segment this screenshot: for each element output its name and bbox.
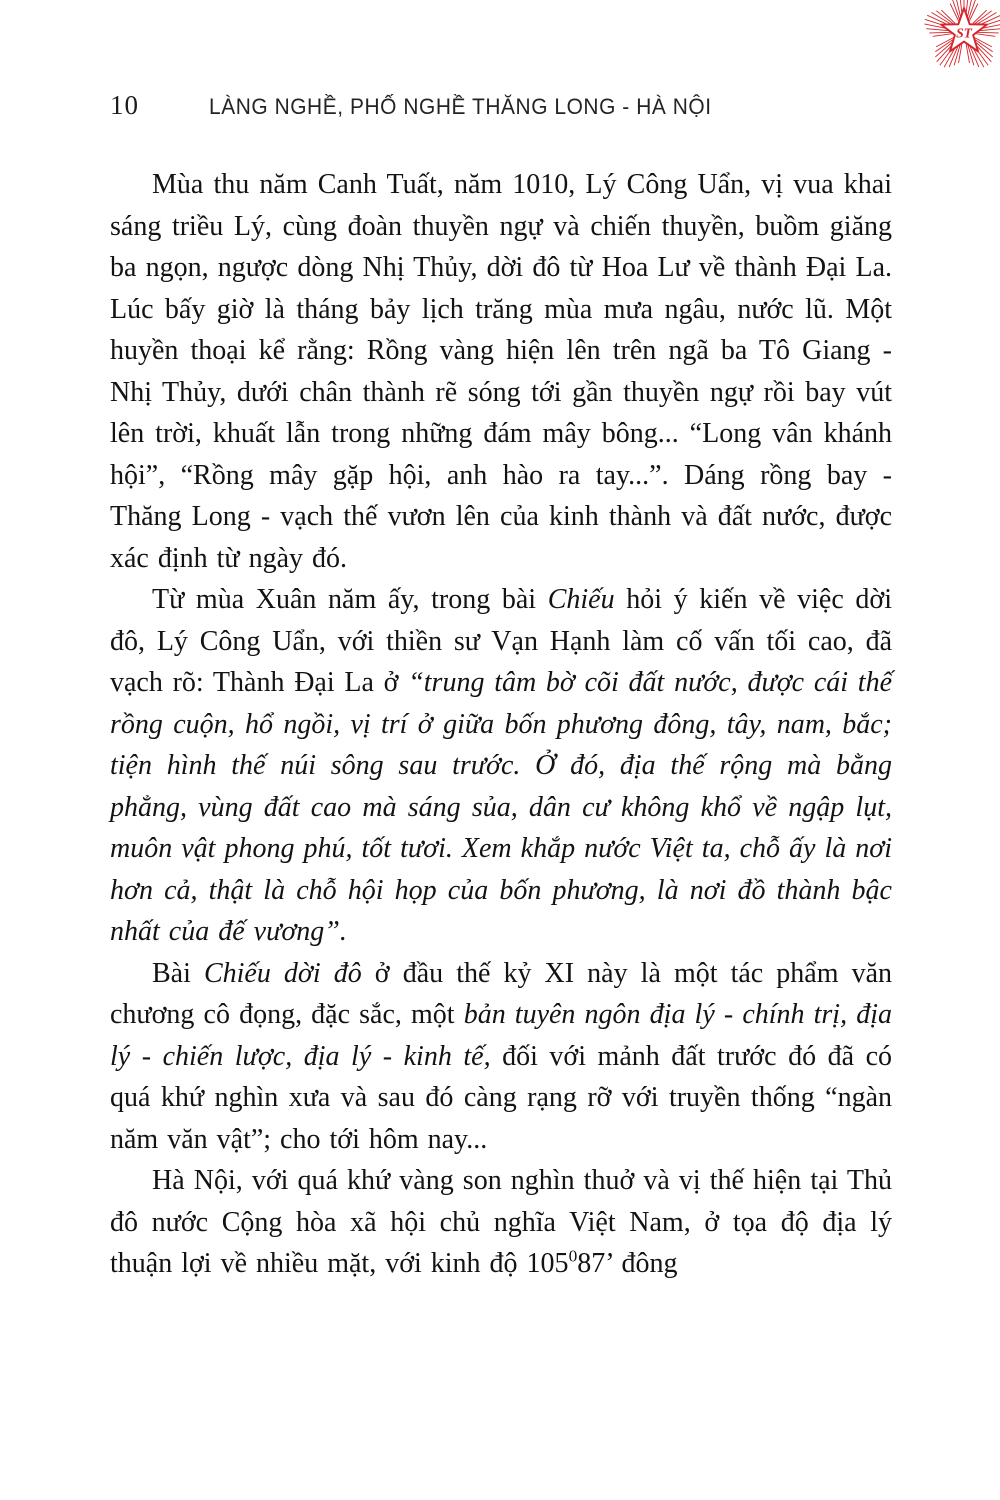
text-segment: Mùa thu năm Canh Tuất, năm 1010, Lý Công Uẩn, vị vua khai sáng triều Lý, cùng đoàn thuyền ngự và chiến thuyền, buồm giăng ba ngọn, ngược dòng Nhị Thủy, dời đô từ Hoa Lư về thành Đại La. Lúc bấy giờ là tháng bảy lịch trăng mùa mưa ngâu, nước lũ. Một huyền thoại kể rằng: Rồng vàng hiện lên trên ngã ba Tô Giang - Nhị Thủy, dưới chân thành rẽ sóng tới gần thuyền ngự rồi bay vút lên trời, khuất lẫn trong những đám mây bông... “Long vân khánh hội”, “Rồng mây gặp hội, anh hào ra tay...”. Dáng rồng bay - Thăng Long - vạch thế vươn lên của kinh thành và đất nước, được xác định từ ngày đó. [110, 169, 892, 574]
text-segment-italic: Chiếu [547, 584, 615, 615]
text-segment: Từ mùa Xuân năm ấy, trong bài [152, 584, 548, 615]
paragraph-3 [110, 953, 892, 1161]
text-segment: 87’ đông [577, 1248, 678, 1279]
running-header: LÀNG NGHỀ, PHỐ NGHỀ THĂNG LONG - HÀ NỘI [209, 94, 712, 119]
text-segment-italic: “trung tâm bờ cõi đất nước, được cái thế rồng cuộn, hổ ngồi, vị trí ở giữa bốn phương đông, tây, nam, bắc; tiện hình thế núi sông sau trước. Ở đó, địa thế rộng mà bằng phẳng, vùng đất cao mà sáng sủa, dân cư không khổ về ngập lụt, muôn vật phong phú, tốt tươi. Xem khắp nước Việt ta, chỗ ấy là nơi hơn cả, thật là chỗ hội họp của bốn phương, là nơi đồ thành bậc nhất của đế vương”. [110, 667, 892, 947]
text-segment-italic: Chiếu dời đô [203, 957, 362, 989]
text-segment-italic: bản tuyên ngôn địa lý - chính trị, địa lý - chiến lược, địa lý - kinh tế, [110, 999, 892, 1072]
paragraph-4 [110, 1160, 892, 1285]
text-segment: Hà Nội, với quá khứ vàng son nghìn thuở và vị thế hiện tại Thủ đô nước Cộng hòa xã hội chủ nghĩa Việt Nam, ở tọa độ địa lý thuận lợi về nhiều mặt, với kinh độ 105 [110, 1165, 892, 1279]
paragraph-1 [110, 164, 892, 579]
text-segment-superscript: 0 [568, 1246, 578, 1266]
publisher-logo [922, 0, 1000, 72]
page-number: 10 [110, 90, 139, 120]
body-text [110, 164, 892, 1285]
text-segment: hỏi ý kiến về việc dời đô, Lý Công Uẩn, với thiền sư Vạn Hạnh làm cố vấn tối cao, đã vạch rõ: Thành Đại La ở [110, 584, 892, 698]
starburst-icon [922, 0, 1000, 72]
text-segment: Bài [152, 957, 204, 989]
text-segment: ở đầu thế kỷ XI này là một tác phẩm văn chương cô đọng, đặc sắc, một [110, 957, 893, 1030]
page-header [0, 90, 1000, 121]
paragraph-2 [110, 579, 892, 953]
logo-monogram: ST [956, 25, 972, 41]
text-segment: đối với mảnh đất trước đó đã có quá khứ nghìn xưa và sau đó càng rạng rỡ với truyền thống “ngàn năm văn vật”; cho tới hôm nay... [110, 1040, 892, 1155]
